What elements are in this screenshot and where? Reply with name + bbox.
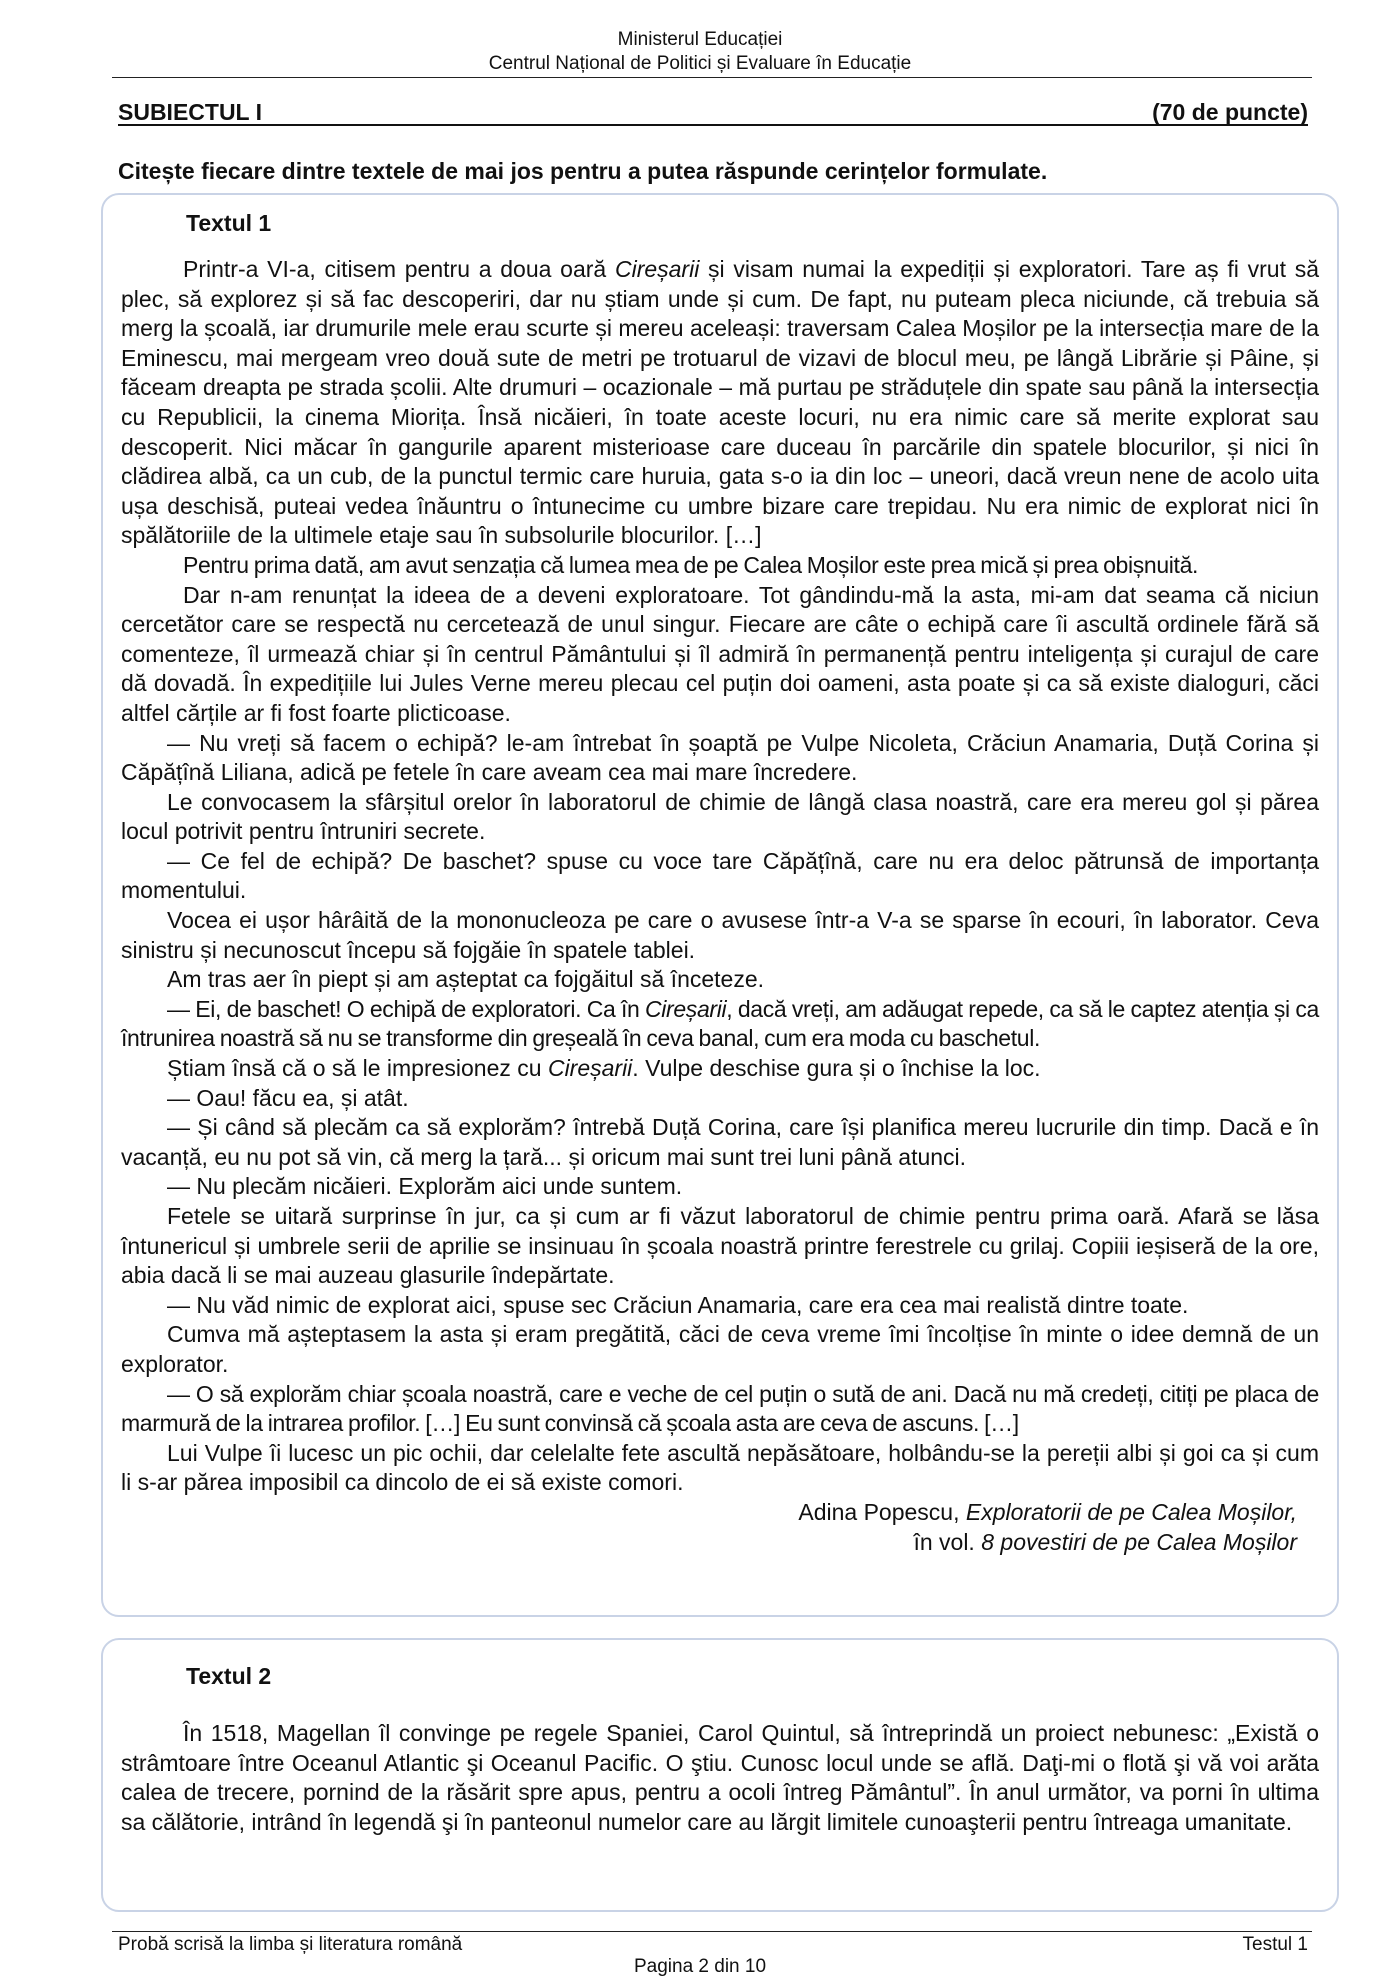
paragraph: Am tras aer în piept și am așteptat ca fojgăitul să înceteze. <box>167 966 765 993</box>
paragraph: În 1518, Magellan îl convinge pe regele Spaniei, Carol Quintul, să întreprindă un proiect nebunesc: „Există o strâmtoare între Oceanul Atlantic şi Oceanul Pacific. O ştiu. Cunosc locul unde se află. Daţi-mi o flotă şi vă voi arăta calea de trecere, pornind de la răsărit spre apus, pentru a ocoli întreg Pământul”. În anul următor, va porni în ultima sa călătorie, intrând în legendă şi în panteonul numelor care au lărgit limitele cunoaşterii pentru întreaga umanitate. <box>121 1720 1319 1835</box>
paragraph: Fetele se uitară surprinse în jur, ca și cum ar fi văzut laboratorul de chimie pentru prima oară. Afară se lăsa întunericul și umbrele serii de aprilie se insinuau în școala noastră printre ferestrele cu grilaj. Copiii ieșiseră de la ore, abia dacă li se mai auzeau glasurile îndepărtate. <box>121 1203 1319 1289</box>
paragraph: Le convocasem la sfârșitul orelor în laboratorul de chimie de lângă clasa noastră, care era mereu gol și părea locul potrivit pentru întruniri secrete. <box>121 788 1319 845</box>
paragraph: Cumva mă așteptasem la asta și eram pregătită, căci de ceva vreme îmi încolțise în minte o idee demnă de un explorator. <box>121 1321 1319 1377</box>
paragraph: — Nu plecăm nicăieri. Explorăm aici unde suntem. <box>167 1173 683 1200</box>
paragraph: — Și când să plecăm ca să explorăm? întrebă Duță Corina, care își planifica mereu lucrurile din timp. Dacă e în vacanță, eu nu pot să vin, că merg la țară... și oricum mai sunt trei luni până atunci. <box>121 1114 1319 1170</box>
paragraph: — Ei, de baschet! O echipă de exploratori. Ca în Cireșarii, dacă vreți, am adăugat repede, ca să le captez atenția și ca întrunirea noastră să nu se transforme din greșeală în ceva banal, cum era moda cu baschetul. <box>121 995 1319 1052</box>
signature-volume: în vol. 8 povestiri de pe Calea Moșilor <box>913 1528 1297 1555</box>
text2-body <box>121 1719 1319 1837</box>
ministry-header: Ministerul Educației <box>617 29 783 50</box>
paragraph: Dar n-am renunțat la ideea de a deveni exploratoare. Tot gândindu-mă la asta, mi-am dat seama că niciun cercetător care se respectă nu cercetează de unul singur. Fiecare are câte o echipă care îi ascultă ordinele fără să comenteze, îl urmează chiar și în centrul Pământului și îl admiră în permanență pentru inteligența și curajul de care dă dovadă. În expedițiile lui Jules Verne mereu plecau cel puțin doi oameni, asta poate și ca să existe dialoguri, căci altfel cărțile ar fi fost foarte plicticoase. <box>121 581 1319 726</box>
paragraph: — O să explorăm chiar școala noastră, care e veche de cel puțin o sută de ani. Dacă nu mă credeți, citiți pe placa de marmură de la intrarea profilor. […] Eu sunt convinsă că școala asta are ceva de ascuns. […] <box>121 1380 1319 1437</box>
subject-heading <box>118 98 1308 126</box>
paragraph: Printr-a VI-a, citisem pentru a doua oară Cireșarii și visam numai la expediții și exploratori. Tare aș fi vrut să plec, să explorez și să fac descoperiri, dar nu știam unde și cum. De fapt, nu puteam pleca niciunde, că trebuia să merg la școală, iar drumurile mele erau scurte și mereu aceleași: traversam Calea Moșilor pe la intersecția mare de la Eminescu, mai mergeam vreo două sute de metri pe trotuarul de vizavi de blocul meu, pe lângă Librărie și Pâine, și făceam dreapta pe strada școlii. Alte drumuri – ocazionale – mă purtau pe străduțele din spate sau până la intersecția cu Republicii, la cinema Miorița. Însă nicăieri, în toate aceste locuri, nu era nimic care să merite explorat sau descoperit. Nici măcar în gangurile aparent misterioase care duceau în parcările din spatele blocurilor, și nici în clădirea albă, ca un cub, de la punctul termic care huruia, gata s-o ia din loc – uneori, dacă vreun nene de acolo uita ușa deschisă, puteai vedea înăuntru o întunecime cu umbre bizare care trepidau. Nu era nimic de explorat nici în spălătoriile de la ultimele etaje sau în subsolurile blocurilor. […] <box>121 256 1319 549</box>
footer-exam-name: Probă scrisă la limba și literatura română <box>118 1934 463 1955</box>
center-header: Centrul Național de Politici și Evaluare în Educație <box>488 53 912 74</box>
paragraph: — Nu văd nimic de explorat aici, spuse sec Crăciun Anamaria, care era cea mai realistă dintre toate. <box>167 1291 1189 1318</box>
subject-underline <box>118 124 1308 126</box>
subject-title: SUBIECTUL I <box>118 99 262 125</box>
subject-points: (70 de puncte) <box>1152 99 1308 125</box>
text1-title: Textul 1 <box>186 210 272 236</box>
paragraph: — Nu vreți să facem o echipă? le-am întrebat în șoaptă pe Vulpe Nicoleta, Crăciun Anamaria, Duță Corina și Căpățînă Liliana, adică pe fetele în care aveam cea mai mare încredere. <box>121 729 1319 786</box>
text2-box <box>101 1638 1339 1912</box>
paragraph: Știam însă că o să le impresionez cu Cireșarii. Vulpe deschise gura și o închise la loc. <box>167 1055 1041 1082</box>
text1-body <box>121 255 1319 1557</box>
paragraph: Lui Vulpe îi lucesc un pic ochii, dar celelalte fete ascultă nepăsătoare, holbându-se la pereții albi și goi ca și cum li s-ar părea imposibil ca dincolo de ei să existe comori. <box>121 1439 1319 1496</box>
paragraph: — Oau! făcu ea, și atât. <box>167 1084 409 1111</box>
text2-title: Textul 2 <box>186 1663 272 1689</box>
paragraph: — Ce fel de echipă? De baschet? spuse cu voce tare Căpățînă, care nu era deloc pătrunsă de importanța momentului. <box>121 847 1319 904</box>
paragraph: Vocea ei ușor hârâită de la mononucleoza pe care o avusese într-a V-a se sparse în ecouri, în laborator. Ceva sinistru și necunoscut începu să fojgăie în spatele tablei. <box>121 907 1319 963</box>
text1-box <box>101 193 1339 1617</box>
signature-author: Adina Popescu, Exploratorii de pe Calea Moșilor, <box>798 1498 1297 1525</box>
instruction: Citește fiecare dintre textele de mai jos pentru a putea răspunde cerințelor formulate. <box>118 158 1048 184</box>
paragraph: Pentru prima dată, am avut senzația că lumea mea de pe Calea Moșilor este prea mică și prea obișnuită. <box>183 551 1199 578</box>
page-number: Pagina 2 din 10 <box>633 1956 767 1977</box>
footer-test-number: Testul 1 <box>1242 1934 1308 1955</box>
header-rule <box>112 77 1312 78</box>
